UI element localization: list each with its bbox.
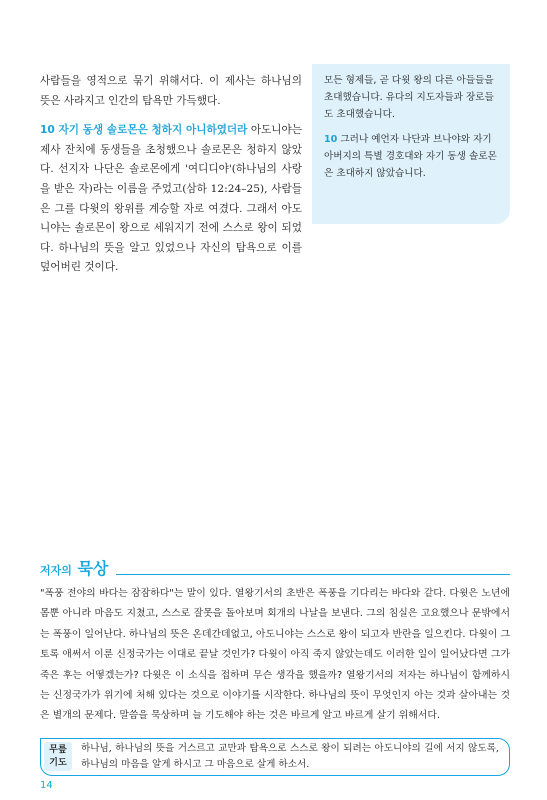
meditation-title-small: 저자의 (40, 564, 72, 577)
verse-heading: 10 자기 동생 솔로몬은 청하지 아니하였더라 (40, 124, 248, 137)
prayer-label-line1: 무릎 (49, 745, 67, 755)
meditation-title (40, 556, 108, 579)
main-commentary (40, 72, 302, 278)
meditation-divider (116, 574, 510, 575)
prayer-label (44, 742, 72, 771)
prayer-box (40, 738, 510, 776)
sidebar-paragraph-2-body: 그러나 예언자 나단과 브나야와 자기 아버지의 특별 경호대와 자기 동생 솔로몬은 초대하지 않았습니다. (324, 134, 497, 179)
meditation-header (40, 556, 510, 580)
sidebar-paragraph-1: 모든 형제들, 곧 다윗 왕의 다른 아들들을 초대했습니다. 유다의 지도자들과 장로들도 초대했습니다. (324, 75, 494, 120)
sidebar-paragraph-2 (324, 131, 498, 182)
commentary-paragraph-1: 사람들을 영적으로 묶기 위해서다. 이 제사는 하나님의 뜻은 사라지고 인간의 탐욕만 가득했다. (40, 75, 302, 107)
prayer-label-line2: 기도 (49, 758, 67, 768)
commentary-paragraph-2-body: 아도니야는 제사 잔치에 동생들을 초청했으나 솔로몬은 청하지 않았다. 선지자 나단은 솔로몬에게 '여디디야'(하나님의 사랑을 받은 자)라는 이름을 주었고(삼하 12:24–25), 사람들은 그를 다윗의 왕위를 계승할 자로 여겼다. 그래서 아도니야는 솔로몬이 왕으로 세워지기 전에 스스로 왕이 되었다. 하나님의 뜻을 알고 있었으나 자신의 탐욕으로 이를 덮어버린 것이다. (40, 124, 302, 274)
page-number: 14 (40, 780, 53, 791)
commentary-paragraph-2 (40, 121, 302, 278)
prayer-text: 하나님, 하나님의 뜻을 거스르고 교만과 탐욕으로 스스로 왕이 되려는 아도니야의 길에 서지 않도록, 하나님의 마음을 알게 하시고 그 마음으로 살게 하소서. (81, 743, 499, 770)
verse-number: 10 (324, 134, 338, 145)
scripture-sidebar (312, 64, 510, 224)
meditation-title-big: 묵상 (77, 559, 109, 578)
meditation-body (40, 584, 510, 727)
meditation-paragraph: "폭풍 전야의 바다는 잠잠하다"는 말이 있다. 열왕기서의 초반은 폭풍을 기다리는 바다와 같다. 다윗은 노년에 몸뿐 아니라 마음도 지쳤고, 스스로 잘못을 돌아보며 회개의 나날을 보낸다. 그의 침실은 고요했으나 문밖에서는 폭풍이 일어난다. 하나님의 뜻은 온데간데없고, 아도니야는 스스로 왕이 되고자 반란을 일으킨다. 다윗이 그토록 애써서 이룬 신정국가는 이대로 끝날 것인가? 다윗이 아직 죽지 않았는데도 이러한 일이 일어났다면 그가 죽은 후는 어떻겠는가? 다윗은 이 소식을 접하며 무슨 생각을 했을까? 열왕기서의 저자는 하나님이 함께하시는 신정국가가 위기에 처해 있다는 것으로 이야기를 시작한다. 하나님의 뜻이 무엇인지 아는 것과 살아내는 것은 별개의 문제다. 말씀을 묵상하며 늘 기도해야 하는 것은 바르게 알고 바르게 살기 위해서다. (40, 588, 510, 722)
